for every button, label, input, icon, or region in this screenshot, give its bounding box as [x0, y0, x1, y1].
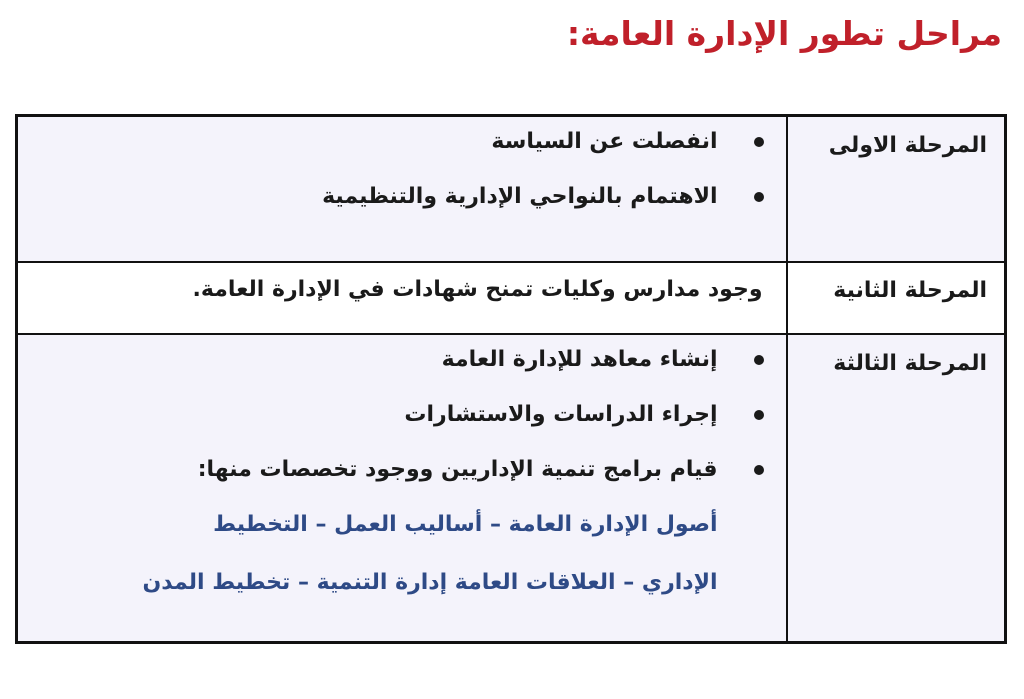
bullet-icon [754, 192, 764, 202]
stages-table [15, 114, 1007, 644]
stage-name-1: المرحلة الاولى [787, 116, 1006, 263]
stage-name-2: المرحلة الثانية [787, 262, 1006, 334]
bullet-icon [754, 355, 764, 365]
list-item-text: الاهتمام بالنواحي الإدارية والتنظيمية [322, 184, 718, 209]
list-item-text: إجراء الدراسات والاستشارات [404, 402, 718, 427]
page-title: مراحل تطور الإدارة العامة: [566, 14, 1002, 53]
stage-1-list [18, 127, 770, 212]
stage-row-3 [17, 334, 1006, 643]
stage-3-list [18, 345, 770, 598]
list-item [18, 400, 770, 430]
stage-name-3: المرحلة الثالثة [787, 334, 1006, 643]
stage-description-3 [17, 334, 787, 643]
list-item [18, 127, 770, 157]
list-item-text: انفصلت عن السياسة [491, 129, 718, 154]
stage-row-1 [17, 116, 1006, 263]
list-item [18, 455, 770, 598]
bullet-icon [754, 410, 764, 420]
stage-row-2 [17, 262, 1006, 334]
list-item-text: إنشاء معاهد للإدارة العامة [441, 347, 718, 372]
specializations-line-1: أصول الإدارة العامة – أساليب العمل – التخطيط [213, 512, 718, 537]
stage-description-2: وجود مدارس وكليات تمنح شهادات في الإدارة العامة. [17, 262, 787, 334]
list-item-text: قيام برامج تنمية الإداريين ووجود تخصصات منها: [197, 457, 718, 482]
specializations-line-2: الإداري – العلاقات العامة إدارة التنمية – تخطيط المدن [142, 570, 718, 595]
list-item [18, 345, 770, 375]
bullet-icon [754, 465, 764, 475]
bullet-icon [754, 137, 764, 147]
list-item [18, 182, 770, 212]
stage-description-1 [17, 116, 787, 263]
